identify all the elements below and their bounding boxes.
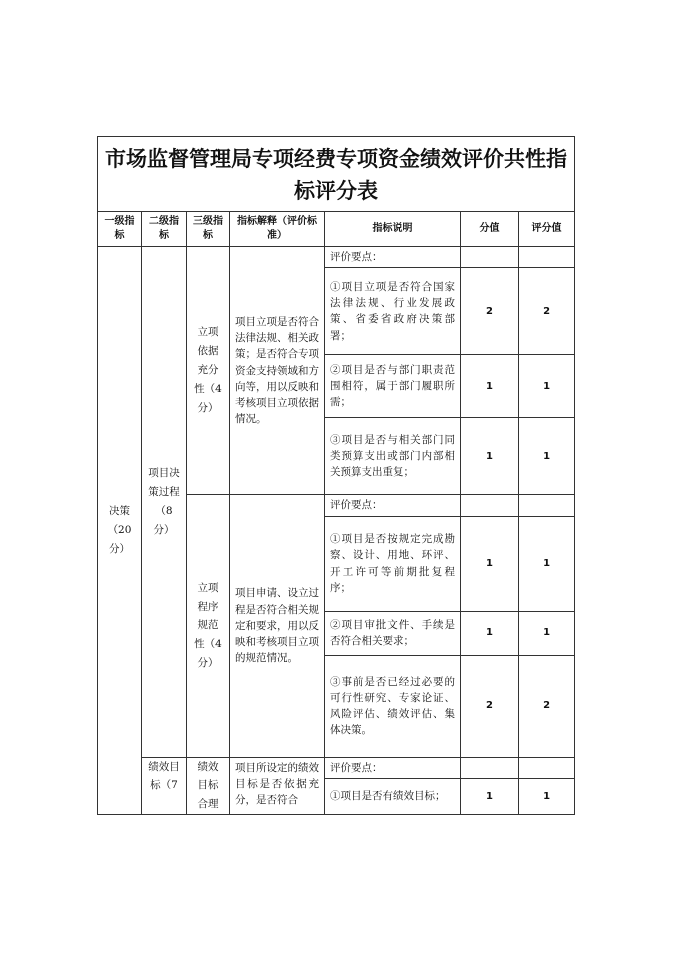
point-rating: 1: [519, 355, 575, 418]
point-score: 2: [461, 655, 519, 757]
explanation-cell-procedure: 项目申请、设立过程是否符合相关规定和要求，用以反映和考核项目立项的规范情况。: [230, 495, 325, 757]
level1-cell: 决策（20分）: [98, 247, 142, 815]
point-text: ③项目是否与相关部门同类预算支出或部门内部相关预算支出重复；: [325, 418, 461, 495]
point-score: 1: [461, 516, 519, 611]
empty-rating-cell: [519, 757, 575, 778]
level2-cell-decision-process: 项目决策过程（8分）: [142, 247, 187, 758]
point-score: 1: [461, 418, 519, 495]
header-rating: 评分值: [519, 212, 575, 247]
point-rating: 2: [519, 655, 575, 757]
empty-rating-cell: [519, 495, 575, 516]
point-rating: 1: [519, 778, 575, 814]
points-header: 评价要点：: [325, 495, 461, 516]
level3-cell-procedure: 立项程序规范性（4分）: [187, 495, 230, 757]
point-text: ③事前是否已经过必要的可行性研究、专家论证、风险评估、绩效评估、集体决策。: [325, 655, 461, 757]
point-text: ②项目审批文件、手续是否符合相关要求；: [325, 611, 461, 655]
header-level3: 三级指标: [187, 212, 230, 247]
point-rating: 1: [519, 516, 575, 611]
point-rating: 1: [519, 418, 575, 495]
point-rating: 2: [519, 268, 575, 355]
point-rating: 1: [519, 611, 575, 655]
point-text: ①项目立项是否符合国家法律法规、行业发展政策、省委省政府决策部署；: [325, 268, 461, 355]
point-text: ①项目是否有绩效目标；: [325, 778, 461, 814]
header-level2: 二级指标: [142, 212, 187, 247]
level3-cell-basis: 立项依据充分性（4分）: [187, 247, 230, 495]
point-text: ①项目是否按规定完成勘察、设计、用地、环评、开工许可等前期批复程序；: [325, 516, 461, 611]
page-title: 市场监督管理局专项经费专项资金绩效评价共性指标评分表: [98, 137, 575, 212]
empty-score-cell: [461, 247, 519, 268]
score-table: [97, 136, 575, 815]
header-score: 分值: [461, 212, 519, 247]
point-score: 1: [461, 778, 519, 814]
points-header: 评价要点：: [325, 247, 461, 268]
level2-cell-performance-goal: 绩效目标（7: [142, 757, 187, 815]
points-header: 评价要点：: [325, 757, 461, 778]
header-description: 指标说明: [325, 212, 461, 247]
level3-cell-goal-reasonable: 绩效目标合理: [187, 757, 230, 815]
explanation-cell-goal: 项目所设定的绩效目标是否依据充分，是否符合: [230, 757, 325, 815]
point-score: 1: [461, 355, 519, 418]
explanation-cell-basis: 项目立项是否符合法律法规、相关政策；是否符合专项资金支持领域和方向等，用以反映和考核项目立项依据情况。: [230, 247, 325, 495]
empty-score-cell: [461, 757, 519, 778]
empty-score-cell: [461, 495, 519, 516]
header-explanation: 指标解释（评价标准）: [230, 212, 325, 247]
empty-rating-cell: [519, 247, 575, 268]
header-level1: 一级指标: [98, 212, 142, 247]
point-text: ②项目是否与部门职责范围相符，属于部门履职所需；: [325, 355, 461, 418]
point-score: 2: [461, 268, 519, 355]
point-score: 1: [461, 611, 519, 655]
